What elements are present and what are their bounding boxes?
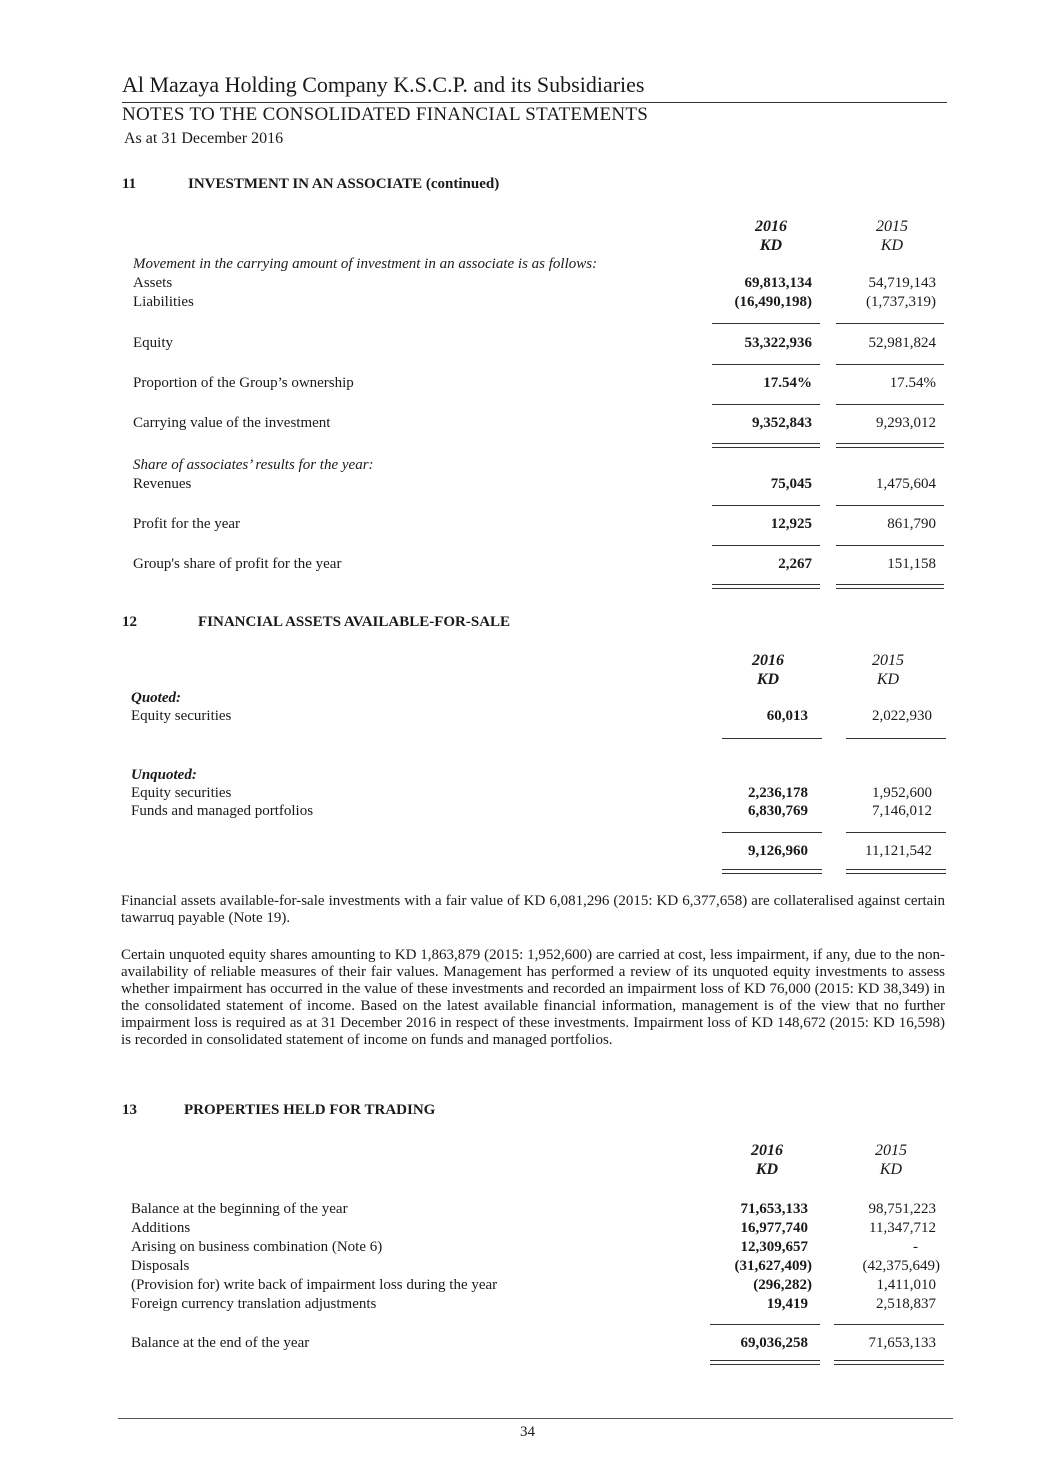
total-double-rule xyxy=(834,1360,944,1365)
value-2015: - xyxy=(913,1239,918,1255)
note12-row-total xyxy=(0,843,1040,861)
note11-col-2015-unit: KD xyxy=(880,237,904,254)
note13-row-fx xyxy=(0,1296,1040,1314)
note11-row-liabilities xyxy=(0,294,1040,312)
note13-row-impairment xyxy=(0,1277,1040,1295)
note13-row-closing xyxy=(0,1335,1040,1353)
note12-number: 12 xyxy=(122,614,137,630)
note13-row-additions xyxy=(0,1220,1040,1238)
note13-row-opening xyxy=(0,1201,1040,1219)
value-2016: 12,309,657 xyxy=(740,1239,808,1255)
footer-rule xyxy=(118,1418,953,1419)
note12-quoted-caption: Quoted: xyxy=(131,690,181,706)
note13-title: PROPERTIES HELD FOR TRADING xyxy=(184,1102,436,1118)
value-2016: 69,036,258 xyxy=(740,1335,808,1351)
row-label: Revenues xyxy=(133,476,192,492)
subtotal-rule xyxy=(846,832,946,833)
value-2016: 12,925 xyxy=(770,516,812,532)
as-at-date: As at 31 December 2016 xyxy=(124,130,284,147)
subtotal-rule xyxy=(712,505,820,506)
row-label: Equity securities xyxy=(131,708,232,724)
subtotal-rule xyxy=(710,1324,820,1325)
value-2015: 71,653,133 xyxy=(868,1335,936,1351)
value-2016: 17.54% xyxy=(763,375,812,391)
row-label: Group's share of profit for the year xyxy=(133,556,342,572)
value-2015: 9,293,012 xyxy=(876,415,936,431)
total-double-rule xyxy=(722,869,822,874)
note11-number: 11 xyxy=(122,176,137,192)
note11-row-group-share xyxy=(0,556,1040,574)
value-2015: 98,751,223 xyxy=(868,1201,936,1217)
row-label: Equity xyxy=(133,335,173,351)
row-label: (Provision for) write back of impairment loss during the year xyxy=(131,1277,498,1293)
value-2015: (1,737,319) xyxy=(866,294,936,310)
total-double-rule xyxy=(836,443,944,448)
value-2015: 11,347,712 xyxy=(869,1220,936,1236)
note11-col-2016-unit: KD xyxy=(759,237,783,254)
note12-row-quoted-equity xyxy=(0,708,1040,726)
subtotal-rule xyxy=(712,545,820,546)
value-2016: 60,013 xyxy=(766,708,808,724)
subtotal-rule xyxy=(836,364,944,365)
row-label: Proportion of the Group’s ownership xyxy=(133,375,354,391)
value-2015: (42,375,649) xyxy=(862,1258,940,1274)
note11-row-proportion xyxy=(0,375,1040,393)
subtotal-rule xyxy=(834,1324,944,1325)
row-label: Liabilities xyxy=(133,294,194,310)
note11-movement-caption: Movement in the carrying amount of investment in an associate is as follows: xyxy=(133,256,598,272)
subtotal-rule xyxy=(712,404,820,405)
note12-col-2016: 2016 xyxy=(752,652,784,669)
note11-row-profit xyxy=(0,516,1040,534)
note11-row-equity xyxy=(0,335,1040,353)
value-2016: (16,490,198) xyxy=(734,294,812,310)
subtotal-rule xyxy=(712,364,820,365)
note13-col-2016-unit: KD xyxy=(755,1161,779,1178)
total-double-rule xyxy=(712,584,820,589)
value-2015: 52,981,824 xyxy=(868,335,936,351)
note11-row-carrying-value xyxy=(0,415,1040,433)
value-2016: 69,813,134 xyxy=(744,275,812,291)
value-2016: (296,282) xyxy=(753,1277,812,1293)
value-2016: 75,045 xyxy=(770,476,812,492)
total-double-rule xyxy=(710,1360,820,1365)
row-label: Disposals xyxy=(131,1258,190,1274)
value-2016: 9,352,843 xyxy=(752,415,812,431)
row-label: Arising on business combination (Note 6) xyxy=(131,1239,383,1255)
total-double-rule xyxy=(836,584,944,589)
note12-col-2016-unit: KD xyxy=(756,671,780,688)
row-label: Carrying value of the investment xyxy=(133,415,331,431)
header-rule xyxy=(122,102,947,103)
note12-row-unquoted-equity xyxy=(0,785,1040,803)
note13-col-2016: 2016 xyxy=(751,1142,783,1159)
note11-row-assets xyxy=(0,275,1040,293)
note11-col-2016: 2016 xyxy=(755,218,787,235)
row-label: Additions xyxy=(131,1220,191,1236)
document-title: NOTES TO THE CONSOLIDATED FINANCIAL STATEMENTS xyxy=(122,104,649,125)
note11-share-caption: Share of associates’ results for the year: xyxy=(133,457,374,473)
value-2015: 2,518,837 xyxy=(876,1296,936,1312)
subtotal-rule xyxy=(712,323,820,324)
note11-title: INVESTMENT IN AN ASSOCIATE (continued) xyxy=(188,176,500,192)
subtotal-rule xyxy=(722,738,822,739)
note12-paragraph-impairment: Certain unquoted equity shares amounting to KD 1,863,879 (2015: 1,952,600) are carried at cost, less impairment, if any, due to the non-availability of reliable measures of their fair values. Management has performed a review of its unquoted equity investments to assess whether impairment has occurred in the value of these investments and recorded an impairment loss of KD 76,000 (2015: KD 38,349) in the consolidated statement of income. Based on the latest available financial information, management is of the view that no further impairment loss is required as at 31 December 2016 in respect of these investments. Impairment loss of KD 148,672 (2015: KD 16,598) is recorded in consolidated statement of income on funds and managed portfolios. xyxy=(121,947,945,1048)
note12-row-funds xyxy=(0,803,1040,821)
total-double-rule xyxy=(712,443,820,448)
row-label: Assets xyxy=(133,275,173,291)
row-label: Balance at the beginning of the year xyxy=(131,1201,348,1217)
note13-row-business-combination xyxy=(0,1239,1040,1257)
value-2015: 861,790 xyxy=(887,516,936,532)
total-2015: 11,121,542 xyxy=(865,843,932,859)
note12-title: FINANCIAL ASSETS AVAILABLE-FOR-SALE xyxy=(198,614,511,630)
value-2015: 17.54% xyxy=(889,375,936,391)
note11-row-revenues xyxy=(0,476,1040,494)
value-2016: 16,977,740 xyxy=(740,1220,808,1236)
note13-row-disposals xyxy=(0,1258,1040,1276)
value-2016: 53,322,936 xyxy=(744,335,812,351)
note11-col-2015: 2015 xyxy=(876,218,908,235)
note12-unquoted-caption: Unquoted: xyxy=(131,767,197,783)
note12-col-2015: 2015 xyxy=(872,652,904,669)
page-number: 34 xyxy=(520,1424,535,1440)
row-label: Equity securities xyxy=(131,785,232,801)
value-2016: 71,653,133 xyxy=(740,1201,808,1217)
value-2015: 151,158 xyxy=(887,556,936,572)
value-2015: 1,475,604 xyxy=(876,476,936,492)
row-label: Funds and managed portfolios xyxy=(131,803,314,819)
value-2015: 1,952,600 xyxy=(872,785,932,801)
subtotal-rule xyxy=(846,738,946,739)
subtotal-rule xyxy=(836,404,944,405)
note13-col-2015-unit: KD xyxy=(879,1161,903,1178)
value-2015: 7,146,012 xyxy=(872,803,932,819)
note13-number: 13 xyxy=(122,1102,137,1118)
value-2016: 2,236,178 xyxy=(748,785,808,801)
value-2015: 2,022,930 xyxy=(872,708,932,724)
value-2016: (31,627,409) xyxy=(734,1258,812,1274)
subtotal-rule xyxy=(836,545,944,546)
value-2016: 19,419 xyxy=(766,1296,808,1312)
note13-col-2015: 2015 xyxy=(875,1142,907,1159)
note12-col-2015-unit: KD xyxy=(876,671,900,688)
total-2016: 9,126,960 xyxy=(748,843,808,859)
subtotal-rule xyxy=(722,832,822,833)
value-2015: 54,719,143 xyxy=(868,275,936,291)
value-2016: 6,830,769 xyxy=(748,803,808,819)
row-label: Foreign currency translation adjustments xyxy=(131,1296,377,1312)
value-2015: 1,411,010 xyxy=(876,1277,936,1293)
row-label: Profit for the year xyxy=(133,516,241,532)
value-2016: 2,267 xyxy=(778,556,812,572)
subtotal-rule xyxy=(836,505,944,506)
note12-paragraph-collateral: Financial assets available-for-sale investments with a fair value of KD 6,081,296 (2015: KD 6,377,658) are collateralised against certain tawarruq payable (Note 19). xyxy=(121,893,945,926)
company-name: Al Mazaya Holding Company K.S.C.P. and its Subsidiaries xyxy=(122,72,645,97)
row-label: Balance at the end of the year xyxy=(131,1335,310,1351)
subtotal-rule xyxy=(836,323,944,324)
total-double-rule xyxy=(846,869,946,874)
